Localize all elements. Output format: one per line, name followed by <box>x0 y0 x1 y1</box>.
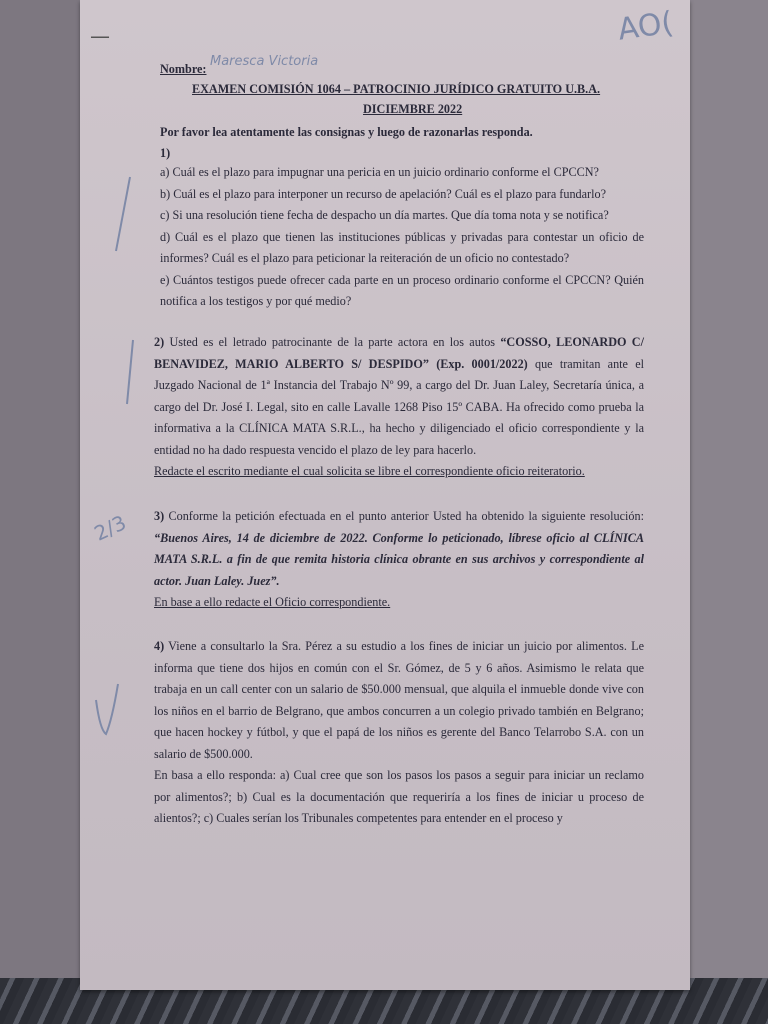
name-label: Nombre: <box>160 62 207 76</box>
handwritten-margin-stroke-q2 <box>115 338 145 408</box>
exam-title: EXAMEN COMISIÓN 1064 – PATROCINIO JURÍDICO GRATUITO U.B.A. <box>192 82 601 96</box>
handwritten-margin-stroke-q1 <box>108 175 138 255</box>
q2-text-a: Usted es el letrado patrocinante de la parte actora en los autos <box>169 335 496 349</box>
handwritten-top-mark: — <box>90 24 110 48</box>
q3-number: 3) <box>154 509 165 523</box>
q2-task: Redacte el escrito mediante el cual solicita se libre el correspondiente oficio reiteratorio. <box>154 464 585 478</box>
q4-questions: En basa a ello responda: a) Cual cree que son los pasos los pasos a seguir para iniciar un reclamo por alimentos?; b) Cual es la documentación que requeriría a los fines de iniciar u proceso de alientos?; c) Cuales serían los Tribunales competentes para entender en el proceso y <box>154 768 644 825</box>
q1-item-b: b) Cuál es el plazo para interponer un recurso de apelación? Cuál es el plazo para fundarlo? <box>160 186 606 201</box>
q2-text-b: que tramitan ante el Juzgado Nacional de 1ª Instancia del Trabajo Nº 99, a cargo del Dr. Juan Laley, Secretaría única, a cargo del Dr. José I. Legal, sito en calle Lavalle 1268 Piso 15º CABA. Ha ofrecido como prueba la informativa a la CLÍNICA MATA S.R.L., ha hecho y diligenciado el oficio correspondiente y la entidad no ha dado respuesta vencido el plazo de ley para hacerlo. <box>154 356 645 457</box>
q1-item-d: d) Cuál es el plazo que tienen las instituciones públicas y privadas para contestar un oficio de informes? Cuál es el plazo para peticionar la reiteración de un oficio no contestado? <box>160 229 644 265</box>
handwritten-checkmark-q4 <box>90 680 130 740</box>
exam-date: DICIEMBRE 2022 <box>363 102 463 116</box>
q1-number: 1) <box>160 146 171 160</box>
q1-item-a: a) Cuál es el plazo para impugnar una pericia en un juicio ordinario conforme el CPCCN? <box>160 165 599 179</box>
q3-text-a: Conforme la petición efectuada en el punto anterior Usted ha obtenido la siguiente resolución: <box>168 509 644 523</box>
q2-case-number: (Exp. 0001/2022) <box>436 356 528 371</box>
background-left <box>0 0 80 1024</box>
handwritten-grade: AO( <box>615 5 676 48</box>
exam-sheet <box>80 0 690 990</box>
q4-block <box>154 636 644 830</box>
q4-number: 4) <box>154 639 165 653</box>
q2-block <box>154 332 644 483</box>
q1-item-e: e) Cuántos testigos puede ofrecer cada parte en un proceso ordinario conforme el CPCCN? Quién notifica a los testigos y por qué medio? <box>160 272 644 308</box>
handwritten-q3-score: 2/3 <box>90 510 130 546</box>
q1-item-c: c) Si una resolución tiene fecha de despacho un día martes. Que día toma nota y se notifica? <box>160 208 609 222</box>
q2-case-name: “COSSO, LEONARDO C/ BENAVIDEZ, MARIO ALBERTO S/ DESPIDO” <box>154 335 644 371</box>
q4-text: Viene a consultarlo la Sra. Pérez a su estudio a los fines de iniciar un juicio por alimentos. Le informa que tiene dos hijos en común con el Sr. Gómez, de 5 y 6 años. Asimismo le relata que trabaja en un call center con un salario de $50.000 mensual, que alquila el inmueble donde vive con los niños en el barrio de Belgrano, que ambos concurren a un colegio privado también en Belgrano; que hacen hockey y fútbol, y que el papá de los niños es gerente del Banco Telarrobo S.A. con un salario de $500.000. <box>154 639 645 761</box>
q3-task: En base a ello redacte el Oficio correspondiente. <box>154 595 391 609</box>
background-right <box>690 0 768 1024</box>
q1-block <box>160 162 644 313</box>
instructions: Por favor lea atentamente las consignas y luego de razonarlas responda. <box>160 125 533 139</box>
q2-number: 2) <box>154 335 165 349</box>
q3-block <box>154 506 644 614</box>
student-name: Maresca Victoria <box>210 54 319 69</box>
q3-resolution: “Buenos Aires, 14 de diciembre de 2022. Conforme lo peticionado, líbrese oficio al CLÍNICA MATA S.R.L. a fin de que remita historia clínica obrante en sus archivos y correspondiente al actor. Juan Laley. Juez”. <box>154 530 644 588</box>
